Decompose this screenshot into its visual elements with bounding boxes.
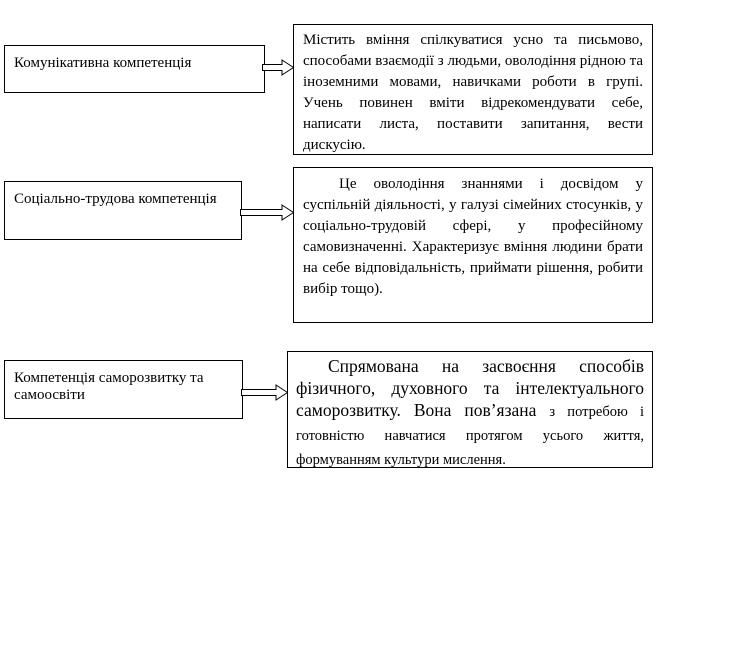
description-lead-text: Спрямована на засвоєння способів фізичного, духовного та інтелектуального саморозвитку. Вона пов’язана bbox=[296, 356, 644, 420]
description-text bbox=[296, 355, 644, 471]
label-text: Соціально-трудова компетенція bbox=[14, 191, 217, 207]
description-box-communicative-competence bbox=[293, 24, 653, 155]
description-box-social-labor-competence bbox=[293, 167, 653, 323]
description-tail-text: з потребою і готовністю навчатися протягом усього життя, формуванням культури мислення. bbox=[296, 404, 645, 468]
block-arrow-right-icon bbox=[241, 384, 288, 401]
description-text: Це оволодіння знаннями і досвідом у суспільній діяльності, у галузі сімейних стосунків, у соціально-трудовій сфері, у професійному самовизначенні. Характеризує вміння людини брати на себе відповідальність, приймати рішення, робити вибір тощо). bbox=[303, 176, 643, 297]
description-box-self-development-competence bbox=[287, 351, 653, 468]
block-arrow-right-icon bbox=[240, 204, 294, 221]
label-box-social-labor-competence bbox=[4, 181, 242, 240]
label-box-communicative-competence bbox=[4, 45, 265, 93]
label-text: Компетенція саморозвитку та самоосвіти bbox=[14, 370, 204, 403]
label-text: Комунікативна компетенція bbox=[14, 55, 192, 71]
block-arrow-right-icon bbox=[262, 59, 294, 76]
label-box-self-development-competence bbox=[4, 360, 243, 419]
description-text: Містить вміння спілкуватися усно та письмово, способами взаємодії з людьми, оволодіння рідною та іноземними мовами, навичками роботи в групі. Учень повинен вміти відрекомендувати себе, написати листа, поставити запитання, вести дискусію. bbox=[303, 32, 643, 153]
